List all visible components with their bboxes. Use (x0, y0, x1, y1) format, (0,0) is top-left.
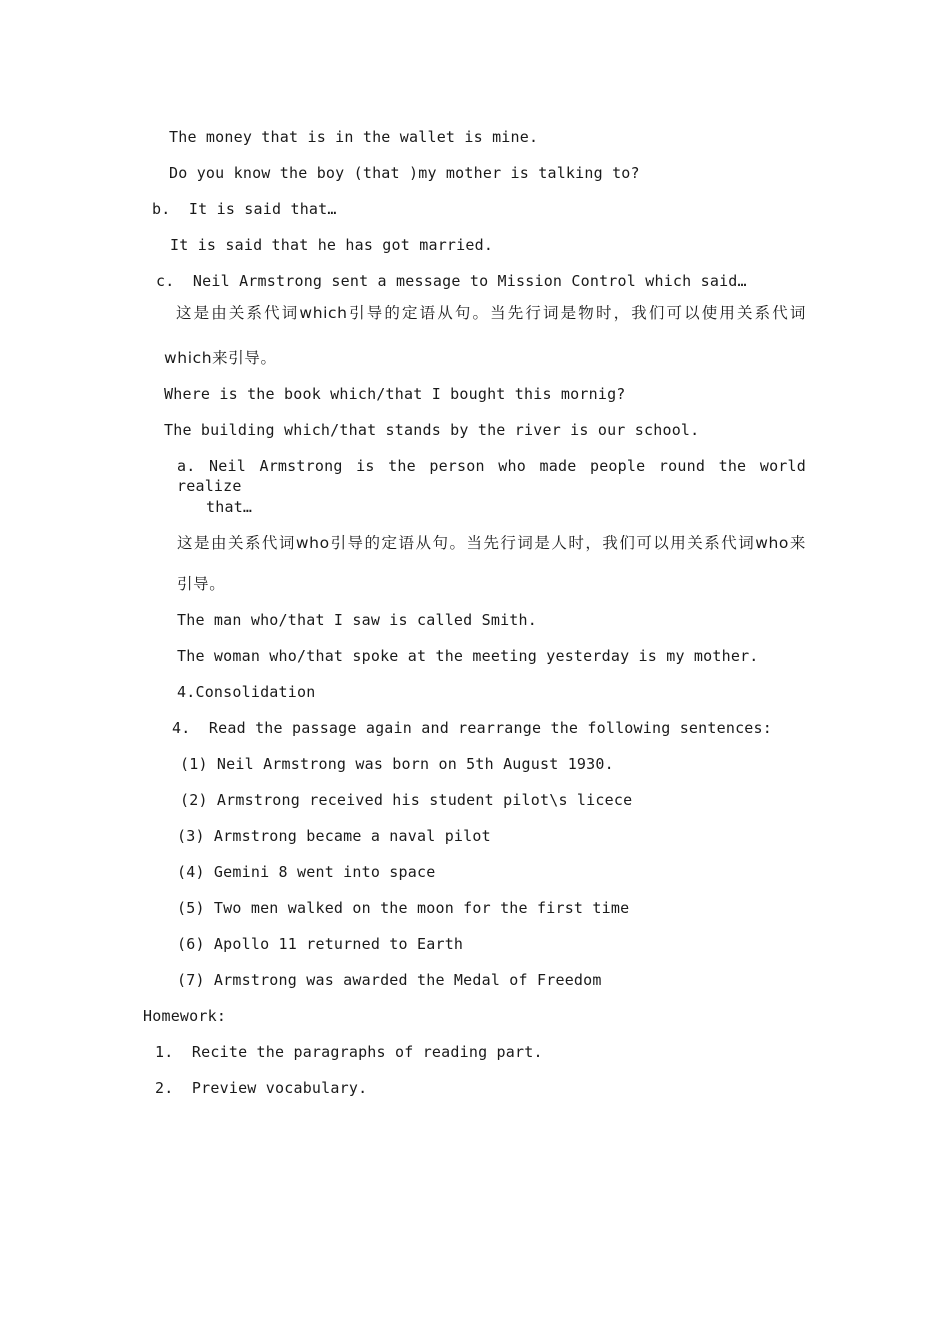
point-c-heading: c. Neil Armstrong sent a message to Mission Control which said… (156, 272, 747, 290)
explanation-which-line-2: which来引导。 (164, 349, 277, 367)
section-consolidation-heading: 4.Consolidation (177, 683, 316, 701)
point-b-heading: b. It is said that… (152, 200, 337, 218)
rearrange-item-4: (4) Gemini 8 went into space (177, 863, 436, 881)
homework-item-2: 2. Preview vocabulary. (155, 1079, 368, 1097)
example-sentence-married: It is said that he has got married. (170, 236, 494, 254)
rearrange-item-2: (2) Armstrong received his student pilot\s licece (180, 791, 633, 809)
rearrange-item-7: (7) Armstrong was awarded the Medal of Freedom (177, 971, 602, 989)
explanation-who-line-1: 这是由关系代词who引导的定语从句。当先行词是人时，我们可以用关系代词who来 (177, 534, 806, 552)
explanation-who-line-2: 引导。 (177, 575, 226, 593)
explanation-which-line-1: 这是由关系代词which引导的定语从句。当先行词是物时，我们可以使用关系代词 (176, 304, 806, 322)
point-a-heading-line-1: a. Neil Armstrong is the person who made people round the world realize (177, 457, 806, 495)
homework-heading: Homework: (143, 1007, 227, 1025)
task-rearrange-instruction: 4. Read the passage again and rearrange the following sentences: (172, 719, 772, 737)
example-sentence-smith: The man who/that I saw is called Smith. (177, 611, 537, 629)
example-sentence-money: The money that is in the wallet is mine. (169, 128, 539, 146)
rearrange-item-5: (5) Two men walked on the moon for the first time (177, 899, 630, 917)
example-sentence-boy: Do you know the boy (that )my mother is talking to? (169, 164, 640, 182)
rearrange-item-1: (1) Neil Armstrong was born on 5th August 1930. (180, 755, 614, 773)
example-sentence-book: Where is the book which/that I bought this mornig? (164, 385, 626, 403)
homework-item-1: 1. Recite the paragraphs of reading part. (155, 1043, 543, 1061)
rearrange-item-3: (3) Armstrong became a naval pilot (177, 827, 491, 845)
example-sentence-woman: The woman who/that spoke at the meeting yesterday is my mother. (177, 647, 759, 665)
rearrange-item-6: (6) Apollo 11 returned to Earth (177, 935, 464, 953)
point-a-heading-line-2: that… (206, 498, 253, 516)
example-sentence-building: The building which/that stands by the river is our school. (164, 421, 700, 439)
